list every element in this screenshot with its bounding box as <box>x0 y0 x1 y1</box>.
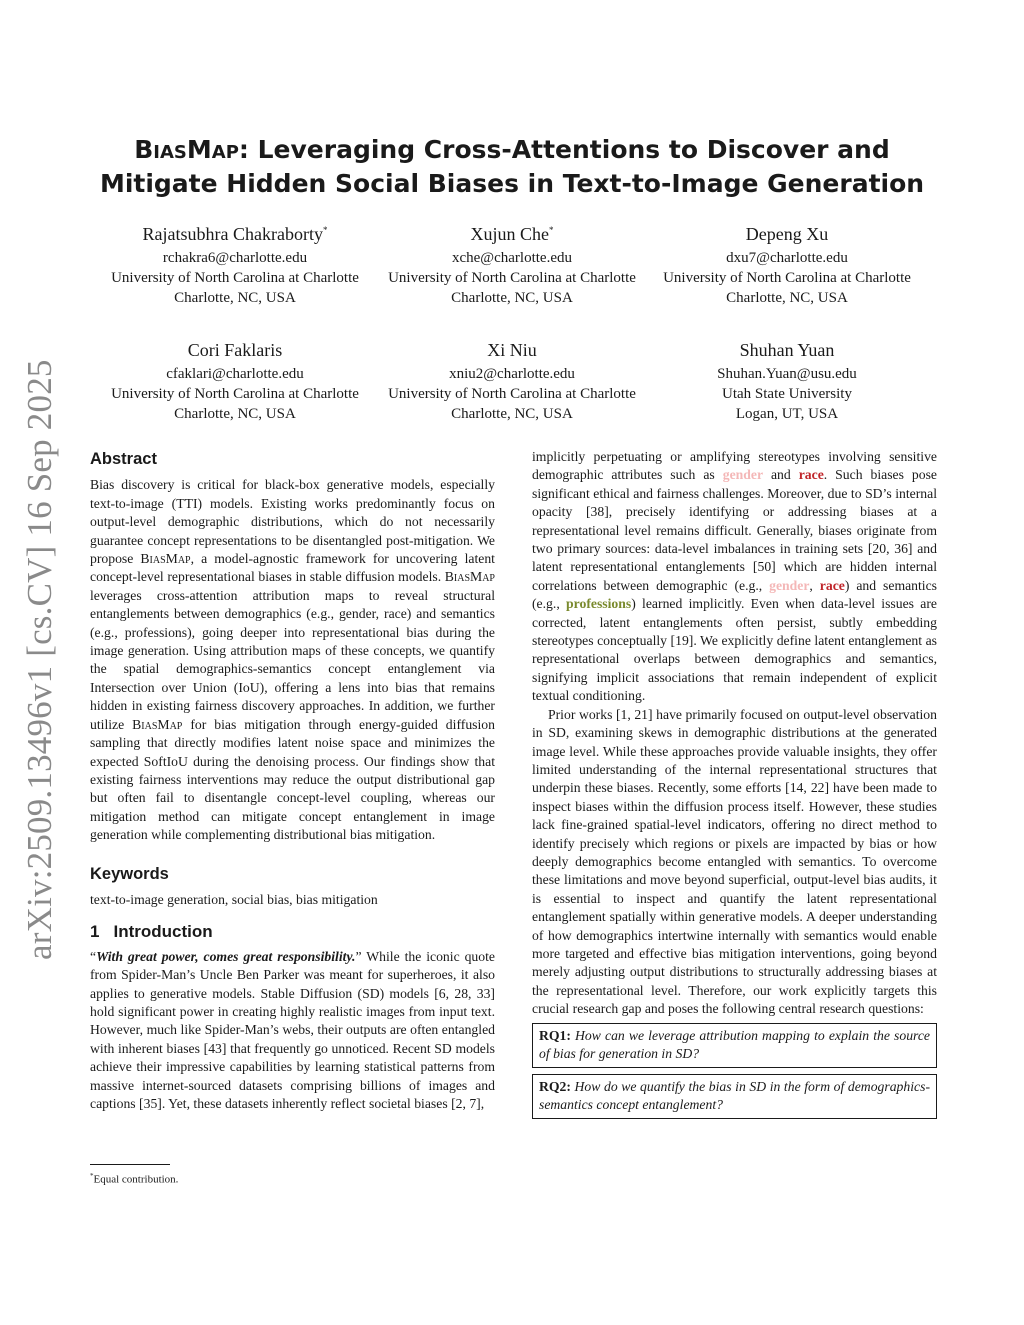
author-location: Charlotte, NC, USA <box>726 290 848 306</box>
author-name: Cori Faklaris <box>187 340 283 360</box>
prior-work-paragraph: Prior works [1, 21] have primarily focused on output-level observation in SD, examining skews in demographic distributions at the generated image level. While these approaches provide valuable insights, they offer limited understanding of the internal representational structures that underpin these biases. Recently, some efforts [14, 22] have been made to inspect biases within the diffusion process itself. However, these studies lack fine-grained spatial-level indicators, offering no direct method to identify precisely which regions or pixels are impacted by bias or how deeply demographics become entangled with semantics. To overcome these limitations and move beyond superficial, output-level bias audits, it is essential to inspect and quantify the latent representational entanglement spatially within generative models. A deeper understanding of how demographics intertwine internally with semantics would enable more targeted and effective bias mitigation interventions, going beyond merely adjusting output distributions to structurally addressing biases at the representational level. Therefore, our work explicitly targets this crucial research gap and poses the following central research questions: <box>532 706 937 1017</box>
abstract-text: Bias discovery is critical for black-box generative models, especially text-to-image (TTI) models. Existing works predominantly focus on output-level demographic distributions, which do not necessarily guarantee concept representations to be disentangled post-mitigation. We propose BiasMap, a model-agnostic framework for uncovering latent concept-level representational biases in stable diffusion models. BiasMap leverages cross-attention attribution maps to reveal structural entanglements between demographics (e.g., gender, race) and semantics (e.g., professions), going deeper into representational bias during the image generation. Using attribution maps of these concepts, we quantify the spatial demographics-semantics concept entanglement via Intersection over Union (IoU), offering a lens into bias that remains hidden in existing fairness discovery approaches. In addition, we further utilize BiasMap for bias mitigation through energy-guided diffusion sampling that directly modifies latent noise space and minimizes the expected SoftIoU during the denoising process. Our findings show that existing fairness interventions may reduce the output distributional gap but often fail to disentangle concept-level coupling, whereas our mitigation method can mitigate concept entanglement in image generation while complementing distributional bias mitigation. <box>90 477 495 843</box>
rq2-text: How do we quantify the bias in SD in the form of demographics-semantics concept entanglement? <box>539 1078 931 1112</box>
method-name: BiasMap <box>140 551 191 567</box>
footnote-text: Equal contribution. <box>93 1173 179 1186</box>
section-number: 1 <box>90 922 100 942</box>
author-email: dxu7@charlotte.edu <box>726 250 848 266</box>
author-card <box>100 218 370 308</box>
method-name: BiasMap <box>132 716 183 732</box>
author-location: Charlotte, NC, USA <box>174 406 296 422</box>
author-affiliation: University of North Carolina at Charlotte <box>388 386 636 402</box>
author-email: cfaklari@charlotte.edu <box>166 366 304 382</box>
section-title: Introduction <box>113 922 213 942</box>
intro-paragraph: “With great power, comes great responsibility.” While the iconic quote from Spider-Man’s Uncle Ben Parker was meant for superheroes, it also applies to generative models. Stable Diffusion (SD) models [6, 28, 33] hold significant power in creating highly realistic images from input text. However, much like Spider-Man’s webs, their outputs are often entangled with inherent biases [43] that frequently go unnoticed. Recent SD models achieve their impressive capabilities by learning statistical patterns from massive internet-sourced datasets comprising billions of images and captions [35]. Yet, these datasets inherently reflect societal biases [2, 7], <box>90 948 495 1111</box>
opening-quote: With great power, comes great responsibility. <box>96 948 356 964</box>
author-name: Rajatsubhra Chakraborty <box>142 224 323 244</box>
author-affiliation: University of North Carolina at Charlotte <box>111 386 359 402</box>
rq1-label: RQ1: <box>539 1027 571 1043</box>
author-affiliation: University of North Carolina at Charlotte <box>388 270 636 286</box>
research-question-1 <box>532 1023 937 1068</box>
race-highlight: race <box>819 577 845 593</box>
author-location: Charlotte, NC, USA <box>451 290 573 306</box>
title-rest: : Leveraging Cross-Attentions to Discover and Mitigate Hidden Social Biases in Text-to-Image Generation <box>99 135 925 198</box>
author-email: rchakra6@charlotte.edu <box>162 250 308 266</box>
paper-title <box>80 133 944 201</box>
footnote <box>90 1172 178 1186</box>
author-email: xche@charlotte.edu <box>451 250 572 266</box>
gender-highlight: gender <box>722 467 764 483</box>
introduction-heading <box>90 923 495 941</box>
rq1-text: How can we leverage attribution mapping to explain the source of bias for generation in SD? <box>539 1027 931 1061</box>
author-card <box>652 334 922 424</box>
research-question-2 <box>532 1074 937 1119</box>
keywords-text: text-to-image generation, social bias, bias mitigation <box>90 891 378 907</box>
abstract-heading: Abstract <box>90 450 157 468</box>
author-affiliation: University of North Carolina at Charlotte <box>663 270 911 286</box>
author-name: Depeng Xu <box>745 224 829 244</box>
author-location: Charlotte, NC, USA <box>174 290 296 306</box>
author-name: Xi Niu <box>487 340 537 360</box>
gender-highlight: gender <box>769 577 810 593</box>
author-affiliation: University of North Carolina at Charlotte <box>111 270 359 286</box>
author-name: Xujun Che <box>470 224 549 244</box>
author-card <box>377 218 647 308</box>
professions-highlight: professions <box>566 596 632 612</box>
arxiv-identifier: arXiv:2509.13496v1 [cs.CV] 16 Sep 2025 <box>20 359 59 960</box>
left-column <box>90 448 495 1113</box>
author-card <box>100 334 370 424</box>
author-location: Logan, UT, USA <box>735 406 839 422</box>
author-card <box>652 218 922 308</box>
race-highlight: race <box>798 467 824 483</box>
title-lead: BiasMap <box>134 135 239 164</box>
right-column <box>532 448 937 1119</box>
author-location: Charlotte, NC, USA <box>451 406 573 422</box>
intro-paragraph-continued: implicitly perpetuating or amplifying stereotypes involving sensitive demographic attributes such as gender and race. Such biases pose significant ethical and fairness challenges. Moreover, due to SD’s internal opacity [38], precisely identifying or addressing biases at a representational level remains difficult. Generally, biases originate from two primary sources: data-level imbalances in training sets [20, 36] and latent representational entanglements [50] which are hidden internal correlations between demographic (e.g., gender, race) and semantics (e.g., professions) learned implicitly. Even when data-level issues are corrected, latent entanglements often persist, subtly embedding stereotypes conceptually [19]. We explicitly define latent entanglement as representational overlaps between demographics and semantics, signifying implicit associations that remain independent of explicit textual conditioning. <box>532 449 938 704</box>
method-name: BiasMap <box>444 569 495 585</box>
equal-contribution-mark: * <box>549 225 554 235</box>
author-email: xniu2@charlotte.edu <box>449 366 575 382</box>
rq2-label: RQ2: <box>539 1078 571 1094</box>
author-affiliation: Utah State University <box>722 386 852 402</box>
author-card <box>377 334 647 424</box>
equal-contribution-mark: * <box>322 225 328 235</box>
author-name: Shuhan Yuan <box>739 340 835 360</box>
footnote-divider <box>90 1164 170 1165</box>
footnote-mark: * <box>90 1172 94 1180</box>
keywords-heading: Keywords <box>90 864 169 883</box>
author-email: Shuhan.Yuan@usu.edu <box>717 366 857 382</box>
